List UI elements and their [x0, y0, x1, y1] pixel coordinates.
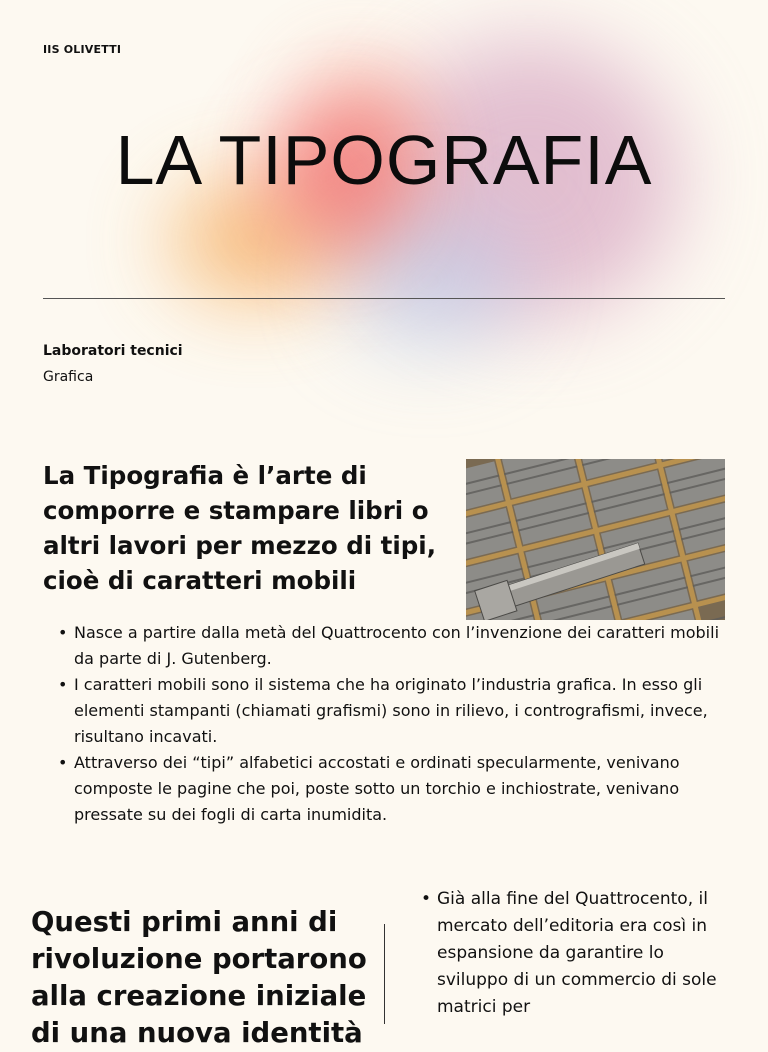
list-item: • Nasce a partire dalla metà del Quattrocento con l’invenzione dei caratteri mobili da parte di J. Gutenberg. [58, 620, 728, 672]
list-item: • Già alla fine del Quattrocento, il mercato dell’editoria era così in espansione da garantire lo sviluppo di un commercio di sole matrici per [421, 886, 721, 1021]
list-item: • I caratteri mobili sono il sistema che ha originato l’industria grafica. In esso gli elementi stampanti (chiamati grafismi) sono in rilievo, i contrografismi, invece, risultano incavati. [58, 672, 728, 750]
divider [43, 298, 725, 299]
vertical-divider [384, 924, 385, 1024]
list-item: • Attraverso dei “tipi” alfabetici accostati e ordinati specularmente, venivano composte le pagine che poi, poste sotto un torchio e inchiostrate, venivano pressate su dei fogli di carta inumidita. [58, 750, 728, 828]
course-label: Laboratori tecnici [43, 343, 183, 359]
type-case-photo [466, 459, 725, 620]
lead-heading: La Tipografia è l’arte di comporre e stampare libri o altri lavori per mezzo di tipi, cioè di caratteri mobili [43, 461, 437, 595]
school-name: IIS OLIVETTI [43, 43, 122, 56]
section-heading: Questi primi anni di rivoluzione portarono alla creazione iniziale di una nuova identità [31, 906, 367, 1049]
gradient-blob [340, 210, 520, 350]
page-title: LA TIPOGRAFIA [115, 121, 653, 199]
subject-label: Grafica [43, 369, 94, 385]
bullet-list-secondary [421, 886, 721, 1021]
bullet-list [58, 620, 728, 828]
